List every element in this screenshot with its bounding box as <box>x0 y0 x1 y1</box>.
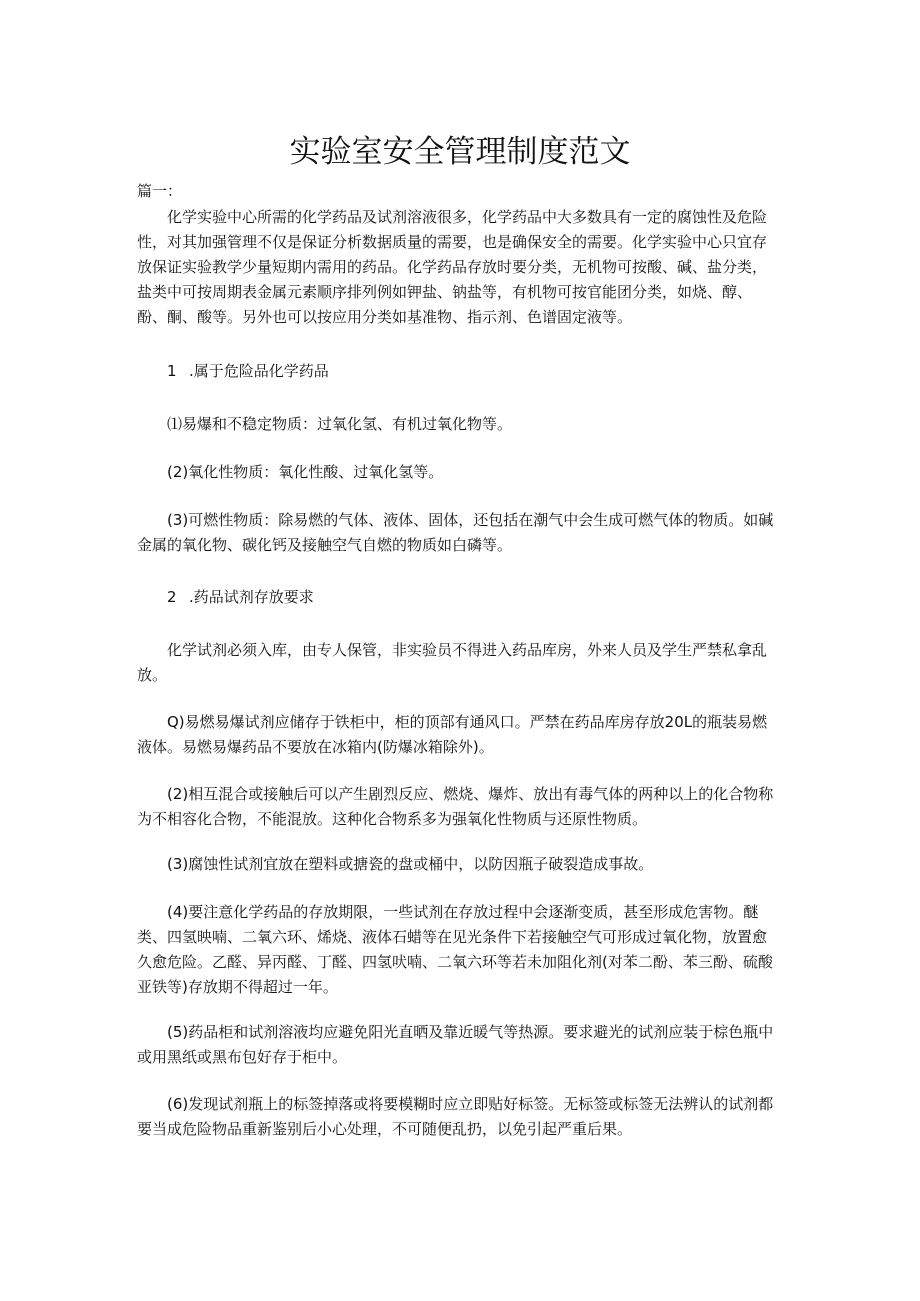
heading-2-number: 2 <box>167 588 177 606</box>
item-2-6: (6)发现试剂瓶上的标签掉落或将要模糊时应立即贴好标签。无标签或标签无法辨认的试剂都要当成危险物品重新鉴别后小心处理，不可随便乱扔，以免引起严重后果。 <box>137 1095 774 1138</box>
paragraph-2-intro: 化学试剂必须入库，由专人保管，非实验员不得进入药品库房，外来人员及学生严禁私拿乱放。 <box>137 641 768 684</box>
heading-2-text: .药品试剂存放要求 <box>189 588 314 606</box>
item-2-1: Q)易燃易爆试剂应储存于铁柜中，柜的顶部有通风口。严禁在药品库房存放20L的瓶装易燃液体。易燃易爆药品不要放在冰箱内(防爆冰箱除外)。 <box>137 713 768 756</box>
item-2-2: (2)相互混合或接触后可以产生剧烈反应、燃烧、爆炸、放出有毒气体的两种以上的化合物称为不相容化合物，不能混放。这种化合物系多为强氧化性物质与还原性物质。 <box>137 785 774 828</box>
item-1-1: ⑴易爆和不稳定物质：过氧化氢、有机过氧化物等。 <box>167 415 513 433</box>
item-1-2: (2)氧化性物质：氧化性酸、过氧化氢等。 <box>167 463 444 481</box>
heading-1 <box>167 360 329 381</box>
heading-1-number: 1 <box>167 362 177 380</box>
item-2-4: (4)要注意化学药品的存放期限，一些试剂在存放过程中会逐渐变质，甚至形成危害物。醚类、四氢映喃、二氧六环、烯烧、液体石蜡等在见光条件下若接触空气可形成过氧化物，放置愈久愈危险。乙醛、异丙醛、丁醛、四氢吠喃、二氧六环等若未加阻化剂(对苯二酚、苯三酚、硫酸亚铁等)存放期不得超过一年。 <box>137 903 773 996</box>
item-1-3: (3)可燃性物质：除易燃的气体、液体、固体，还包括在潮气中会生成可燃气体的物质。如碱金属的氧化物、碳化钙及接触空气自燃的物质如白磷等。 <box>137 511 774 554</box>
item-2-3: (3)腐蚀性试剂宜放在塑料或搪瓷的盘或桶中，以防因瓶子破裂造成事故。 <box>167 855 654 873</box>
page-title: 实验室安全管理制度范文 <box>289 134 631 170</box>
heading-2 <box>167 586 314 607</box>
intro-paragraph: 化学实验中心所需的化学药品及试剂溶液很多，化学药品中大多数具有一定的腐蚀性及危险性，对其加强管理不仅是保证分析数据质量的需要，也是确保安全的需要。化学实验中心只宜存放保证实验教学少量短期内需用的药品。化学药品存放时要分类，无机物可按酸、碱、盐分类，盐类中可按周期表金属元素顺序排列例如钾盐、钠盐等，有机物可按官能团分类，如烧、醇、酚、酮、酸等。另外也可以按应用分类如基准物、指示剂、色谱固定液等。 <box>137 208 768 326</box>
item-2-5: (5)药品柜和试剂溶液均应避免阳光直晒及靠近暖气等热源。要求避光的试剂应装于棕色瓶中或用黑纸或黑布包好存于柜中。 <box>137 1023 774 1066</box>
heading-1-text: .属于危险品化学药品 <box>189 362 329 380</box>
section-label: 篇一： <box>137 182 183 200</box>
